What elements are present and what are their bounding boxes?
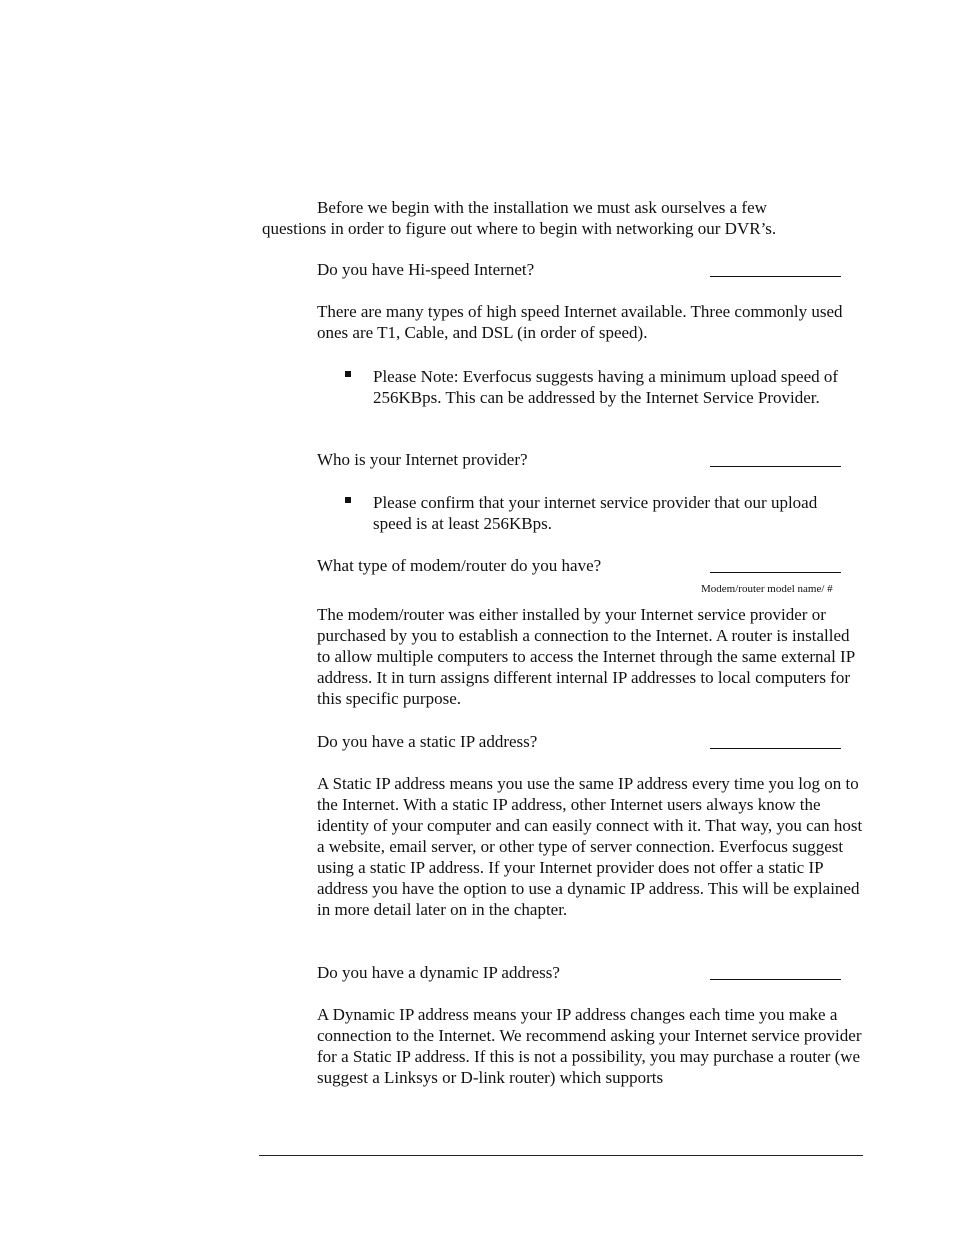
question-dynamic-ip-row: [317, 962, 857, 984]
question-static-ip: Do you have a static IP address?: [317, 732, 538, 751]
answer-blank-static-ip: [710, 748, 841, 749]
answer-blank-hispeed: [710, 276, 841, 277]
question-provider: Who is your Internet provider?: [317, 450, 528, 469]
answer-blank-provider: [710, 466, 841, 467]
question-static-ip-row: [317, 731, 857, 753]
question-hispeed: Do you have Hi-speed Internet?: [317, 260, 535, 279]
question-hispeed-row: [317, 259, 857, 281]
static-ip-info-paragraph: A Static IP address means you use the same IP address every time you log on to the Internet. With a static IP address, other Internet users always know the identity of your computer and can easily connect with it. That way, you can host a website, email server, or other type of server connection. Everfocus suggest using a static IP address. If your Internet provider does not offer a static IP address you have the option to use a dynamic IP address. This will be explained in more detail later on in the chapter.: [317, 774, 863, 919]
intro-line-1: Before we begin with the installation we must ask ourselves a few: [317, 198, 767, 217]
square-bullet-icon: [345, 371, 351, 377]
answer-blank-dynamic-ip: [710, 979, 841, 980]
dynamic-ip-info-paragraph: A Dynamic IP address means your IP address changes each time you make a connection to the Internet. We recommend asking your Internet service provider for a Static IP address. If this is not a possibility, you may purchase a router (we suggest a Linksys or D-link router) which supports: [317, 1005, 862, 1087]
square-bullet-icon: [345, 497, 351, 503]
intro-paragraph: [262, 197, 842, 239]
note-confirm-speed-text: Please confirm that your internet service provider that our upload speed is at least 256KBps.: [373, 493, 818, 533]
hispeed-info-paragraph: There are many types of high speed Internet available. Three commonly used ones are T1, Cable, and DSL (in order of speed).: [317, 302, 843, 342]
modem-answer-caption: Modem/router model name/ #: [701, 583, 833, 595]
intro-line-2: questions in order to figure out where to begin with networking our DVR’s.: [262, 219, 777, 238]
question-modem: What type of modem/router do you have?: [317, 556, 602, 575]
note-upload-speed-text: Please Note: Everfocus suggests having a minimum upload speed of 256KBps. This can be addressed by the Internet Service Provider.: [373, 367, 839, 407]
question-provider-row: [317, 449, 857, 471]
footer-divider: [259, 1155, 863, 1156]
modem-info-paragraph: The modem/router was either installed by your Internet service provider or purchased by you to establish a connection to the Internet. A router is installed to allow multiple computers to access the Internet through the same external IP address. It in turn assigns different internal IP addresses to local computers for this specific purpose.: [317, 605, 855, 708]
question-dynamic-ip: Do you have a dynamic IP address?: [317, 963, 560, 982]
question-modem-row: [317, 555, 857, 595]
answer-blank-modem: [710, 572, 841, 573]
